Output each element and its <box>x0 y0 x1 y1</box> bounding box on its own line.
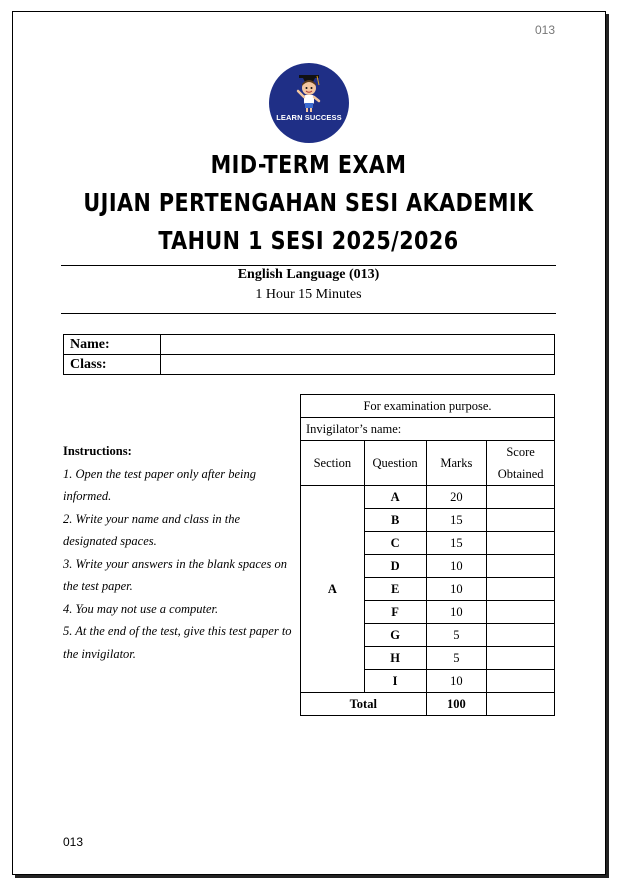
score-cell[interactable] <box>487 532 555 555</box>
instruction-item: 3. Write your answers in the blank spaces on the test paper. <box>63 556 287 593</box>
marks-cell: 5 <box>426 647 487 670</box>
name-row <box>64 335 555 355</box>
exam-duration: 1 Hour 15 Minutes <box>255 287 362 302</box>
score-cell[interactable] <box>487 578 555 601</box>
marks-cell: 5 <box>426 624 487 647</box>
score-cell[interactable] <box>487 601 555 624</box>
instruction-item: 2. Write your name and class in the designated spaces. <box>63 511 241 548</box>
table-header-row <box>301 441 555 486</box>
marks-cell: 10 <box>426 578 487 601</box>
instructions-block <box>63 440 295 665</box>
header-section: Section <box>301 441 365 486</box>
marks-cell: 20 <box>426 486 487 509</box>
marks-cell: 10 <box>426 555 487 578</box>
question-cell: F <box>364 601 426 624</box>
page-shadow-bottom <box>15 875 609 878</box>
score-cell[interactable] <box>487 647 555 670</box>
name-field[interactable] <box>161 335 555 355</box>
question-cell: E <box>364 578 426 601</box>
score-cell[interactable] <box>487 670 555 693</box>
question-cell: B <box>364 509 426 532</box>
total-label: Total <box>301 693 427 716</box>
exam-subtitle: UJIAN PERTENGAHAN SESI AKADEMIK <box>83 188 534 217</box>
table-row <box>301 486 555 509</box>
header-question: Question <box>364 441 426 486</box>
learn-success-logo <box>269 63 349 143</box>
header-marks: Marks <box>426 441 487 486</box>
class-label: Class: <box>64 355 161 375</box>
exam-purpose-note: For examination purpose. <box>301 395 555 418</box>
subject-name: English Language (013) <box>237 267 380 282</box>
question-cell: C <box>364 532 426 555</box>
total-score-cell[interactable] <box>487 693 555 716</box>
divider-top <box>61 265 556 266</box>
header-score-obtained: Score Obtained <box>487 441 555 486</box>
exam-title: MID-TERM EXAM <box>210 150 407 179</box>
footer-page-code: 013 <box>63 835 84 849</box>
question-cell: A <box>364 486 426 509</box>
total-marks: 100 <box>426 693 487 716</box>
header-page-code: 013 <box>535 23 556 37</box>
marks-cell: 10 <box>426 670 487 693</box>
total-row <box>301 693 555 716</box>
question-cell: I <box>364 670 426 693</box>
marks-cell: 15 <box>426 532 487 555</box>
instruction-item: 4. You may not use a computer. <box>63 601 219 616</box>
divider-bottom <box>61 313 556 314</box>
question-cell: H <box>364 647 426 670</box>
class-field[interactable] <box>161 355 555 375</box>
table-row <box>301 418 555 441</box>
section-cell: A <box>301 486 365 693</box>
score-table <box>300 394 555 716</box>
score-cell[interactable] <box>487 555 555 578</box>
question-cell: D <box>364 555 426 578</box>
class-row <box>64 355 555 375</box>
score-cell[interactable] <box>487 624 555 647</box>
marks-cell: 10 <box>426 601 487 624</box>
exam-year-session: TAHUN 1 SESI 2025/2026 <box>158 226 459 255</box>
invigilator-name-field[interactable]: Invigilator’s name: <box>301 418 555 441</box>
instructions-heading: Instructions: <box>63 444 132 458</box>
question-cell: G <box>364 624 426 647</box>
logo-text: LEARN SUCCESS <box>276 113 342 122</box>
score-cell[interactable] <box>487 486 555 509</box>
name-label: Name: <box>64 335 161 355</box>
table-row <box>301 395 555 418</box>
marks-cell: 15 <box>426 509 487 532</box>
instruction-item: 1. Open the test paper only after being informed. <box>63 466 257 503</box>
instruction-item: 5. At the end of the test, give this test paper to the invigilator. <box>63 624 292 661</box>
score-cell[interactable] <box>487 509 555 532</box>
student-info-table <box>63 334 555 375</box>
page-shadow-right <box>606 14 609 878</box>
student-mascot-icon <box>269 63 349 143</box>
